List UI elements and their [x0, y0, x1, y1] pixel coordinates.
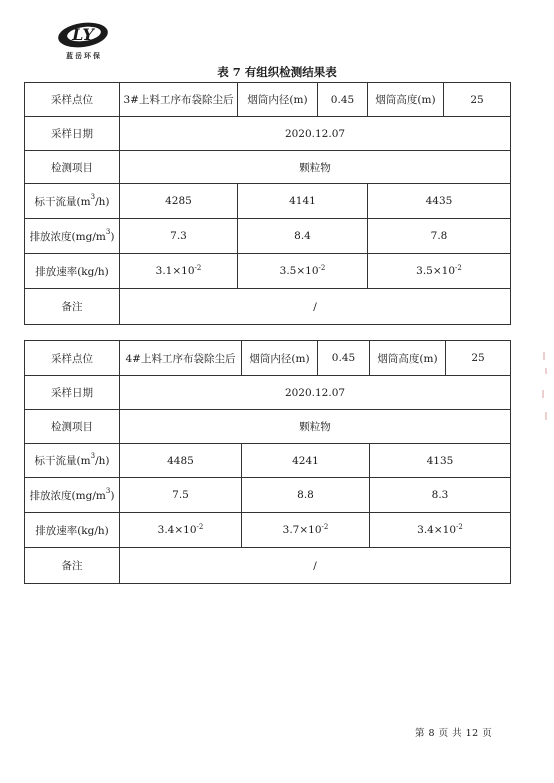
label-remark: 备注 — [25, 289, 120, 325]
value-remark: / — [120, 289, 511, 325]
label-remark: 备注 — [25, 548, 120, 584]
rate-value-2: $3.7\times 10^{-2}$ — [242, 513, 370, 548]
conc-value-2: 8.8 — [242, 478, 370, 513]
row-remark — [25, 548, 511, 584]
value-test-item: 颗粒物 — [120, 410, 511, 444]
row-flow — [25, 184, 511, 219]
value-sampling-date: 2020.12.07 — [120, 376, 511, 410]
label-concentration: 排放浓度$(mg/m^3)$ — [25, 478, 120, 513]
label-flow: 标干流量$(m^3/h)$ — [25, 184, 120, 219]
value-remark: / — [120, 548, 511, 584]
rate-value-1: $3.1\times 10^{-2}$ — [120, 254, 238, 289]
conc-value-2: 8.4 — [238, 219, 368, 254]
rate-value-3: $3.5\times 10^{-2}$ — [368, 254, 511, 289]
label-emission-rate: 排放速率(kg/h) — [25, 254, 120, 289]
value-stack-height: 25 — [446, 341, 511, 376]
rate-value-3: $3.4\times 10^{-2}$ — [370, 513, 511, 548]
value-inner-diameter: 0.45 — [318, 341, 370, 376]
page-number: 第 8 页 共 12 页 — [415, 728, 493, 739]
row-test-item — [25, 410, 511, 444]
label-inner-diameter: 烟筒内径(m) — [242, 341, 318, 376]
value-test-item: 颗粒物 — [120, 151, 511, 184]
rate-value-1: $3.4\times 10^{-2}$ — [120, 513, 242, 548]
rate-value-2: $3.5\times 10^{-2}$ — [238, 254, 368, 289]
logo-company-name: 蓝岳环保 — [66, 52, 102, 60]
result-table-1 — [24, 82, 511, 325]
value-sampling-point: 4#上料工序布袋除尘后 — [120, 341, 242, 376]
value-sampling-point: 3#上料工序布袋除尘后 — [120, 83, 238, 117]
conc-value-1: 7.5 — [120, 478, 242, 513]
label-emission-rate: 排放速率(kg/h) — [25, 513, 120, 548]
label-sampling-date: 采样日期 — [25, 117, 120, 151]
ly-logo-mark — [56, 20, 110, 50]
label-sampling-point: 采样点位 — [25, 341, 120, 376]
conc-value-3: 8.3 — [370, 478, 511, 513]
value-sampling-date: 2020.12.07 — [120, 117, 511, 151]
row-flow — [25, 444, 511, 478]
label-inner-diameter: 烟筒内径(m) — [238, 83, 318, 117]
flow-value-3: 4435 — [368, 184, 511, 219]
result-table-2 — [24, 340, 511, 584]
flow-value-2: 4241 — [242, 444, 370, 478]
row-sampling-point — [25, 341, 511, 376]
flow-value-3: 4135 — [370, 444, 511, 478]
row-emission-rate — [25, 513, 511, 548]
company-logo — [56, 20, 110, 64]
row-sampling-point — [25, 83, 511, 117]
row-remark — [25, 289, 511, 325]
conc-value-1: 7.3 — [120, 219, 238, 254]
label-stack-height: 烟筒高度(m) — [368, 83, 444, 117]
row-emission-rate — [25, 254, 511, 289]
flow-value-1: 4285 — [120, 184, 238, 219]
label-sampling-date: 采样日期 — [25, 376, 120, 410]
logo-mark-text: LY — [72, 25, 94, 44]
label-concentration: 排放浓度$(mg/m^3)$ — [25, 219, 120, 254]
label-stack-height: 烟筒高度(m) — [370, 341, 446, 376]
label-test-item: 检测项目 — [25, 410, 120, 444]
flow-value-2: 4141 — [238, 184, 368, 219]
row-sampling-date — [25, 117, 511, 151]
row-concentration — [25, 219, 511, 254]
row-concentration — [25, 478, 511, 513]
label-sampling-point: 采样点位 — [25, 83, 120, 117]
value-stack-height: 25 — [444, 83, 511, 117]
table-caption: 表 7 有组织检测结果表 — [217, 65, 337, 79]
label-test-item: 检测项目 — [25, 151, 120, 184]
row-sampling-date — [25, 376, 511, 410]
flow-value-1: 4485 — [120, 444, 242, 478]
scan-artifact-marks — [540, 350, 550, 430]
label-flow: 标干流量$(m^3/h)$ — [25, 444, 120, 478]
value-inner-diameter: 0.45 — [318, 83, 368, 117]
row-test-item — [25, 151, 511, 184]
conc-value-3: 7.8 — [368, 219, 511, 254]
